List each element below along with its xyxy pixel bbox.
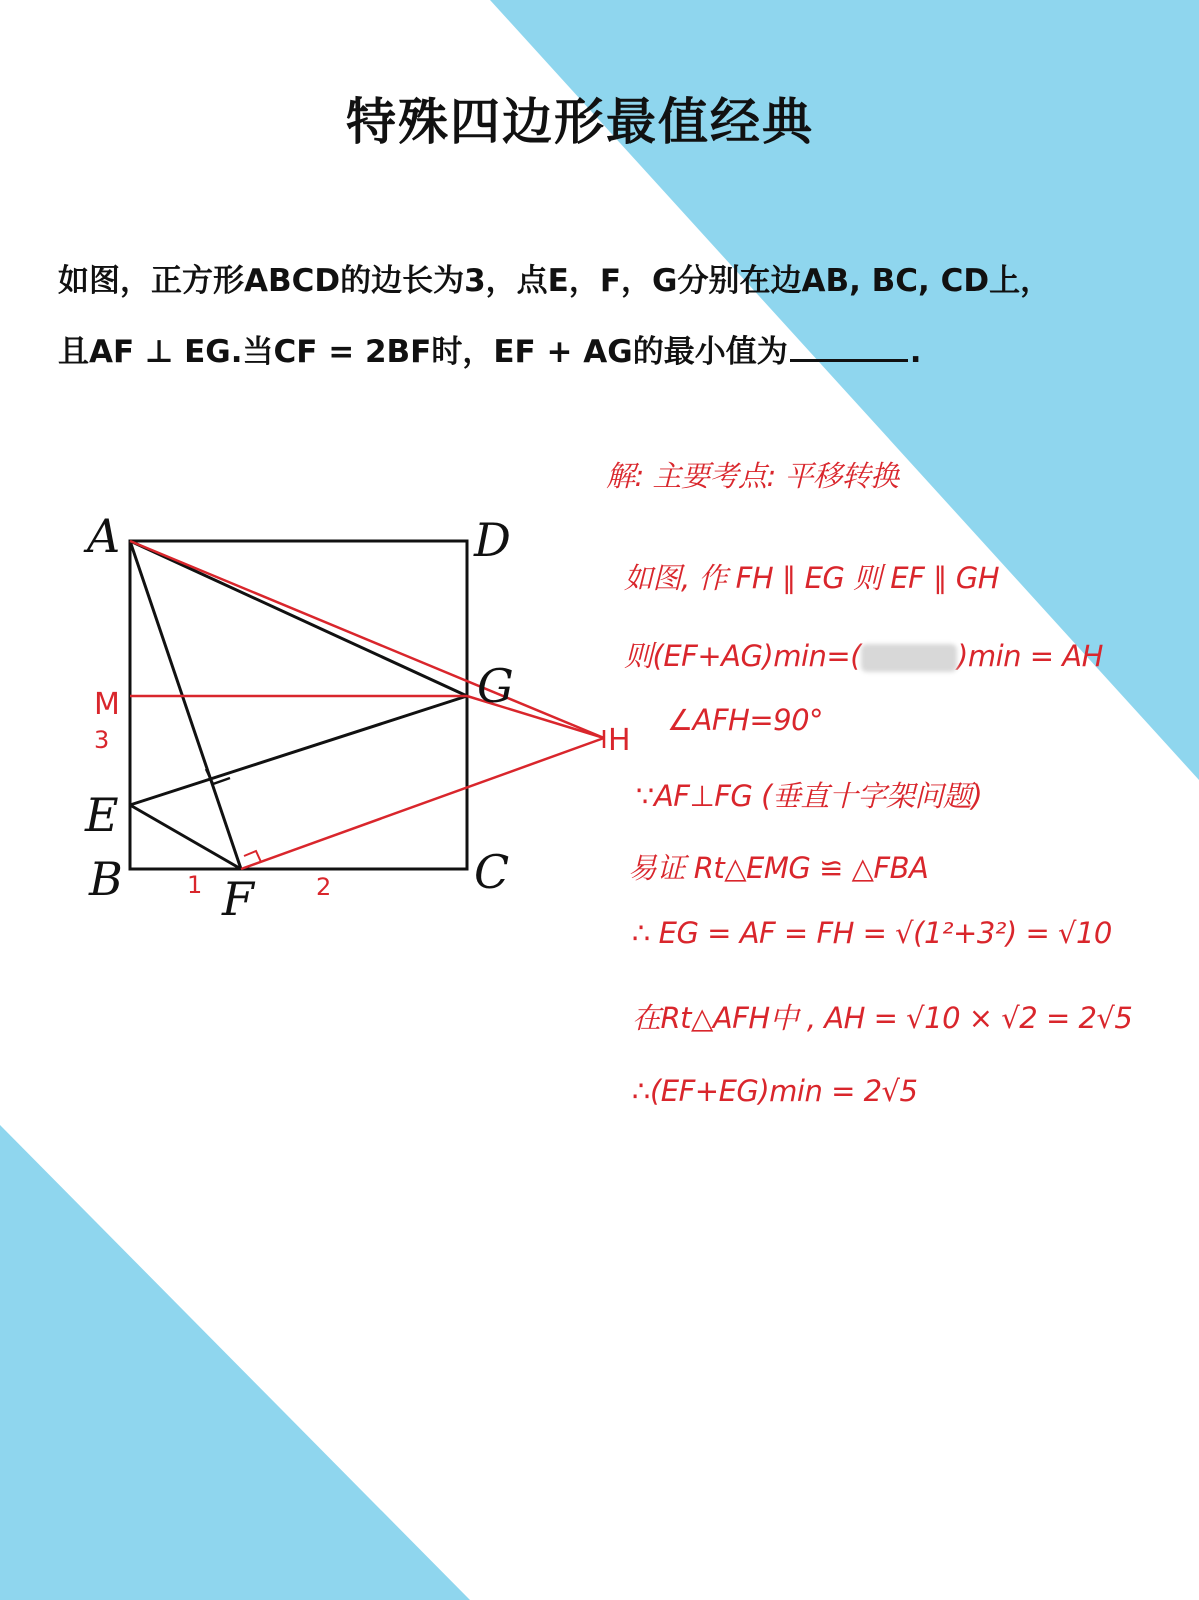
label-a: A bbox=[87, 509, 121, 563]
solution-line-3: ∠AFH=90° bbox=[667, 703, 824, 737]
segment-fh bbox=[241, 738, 604, 869]
problem-line-2-text: 且AF ⊥ EG.当CF = 2BF时，EF + AG的最小值为 bbox=[58, 334, 788, 370]
label-f: F bbox=[222, 872, 254, 926]
solution-line-6: ∴ EG = AF = FH = √(1²+3²) = √10 bbox=[632, 916, 1112, 950]
note-bm-3: 3 bbox=[94, 726, 110, 754]
segment-af bbox=[130, 541, 241, 869]
label-h: H bbox=[608, 723, 631, 758]
solution-line-7: 在Rt△AFH中 , AH = √10 × √2 = 2√5 bbox=[632, 1001, 1133, 1035]
solution-line-5: 易证 Rt△EMG ≌ △FBA bbox=[628, 851, 929, 885]
problem-line-1: 如图，正方形ABCD的边长为3，点E，F，G分别在边AB, BC, CD上， bbox=[58, 263, 1052, 299]
segment-ah bbox=[130, 541, 604, 738]
solution-line-1: 如图, 作 FH ∥ EG 则 EF ∥ GH bbox=[624, 561, 1000, 595]
solution-heading: 解: 主要考点: 平移转换 bbox=[606, 459, 899, 493]
square-abcd bbox=[130, 541, 467, 869]
label-b: B bbox=[89, 852, 123, 906]
blurred-region bbox=[861, 644, 957, 672]
label-g: G bbox=[477, 659, 514, 713]
right-angle-mark-red bbox=[244, 851, 261, 862]
segment-ag bbox=[130, 541, 467, 696]
label-c: C bbox=[474, 845, 510, 899]
solution-line-2-b: )min = AH bbox=[957, 639, 1103, 673]
label-m: M bbox=[94, 687, 120, 722]
label-d: D bbox=[474, 513, 511, 567]
note-fc-2: 2 bbox=[316, 873, 332, 901]
page-title: 特殊四边形最值经典 bbox=[346, 92, 814, 151]
problem-line-2-end: . bbox=[909, 334, 922, 370]
solution-line-2 bbox=[624, 634, 1103, 675]
segment-ef bbox=[130, 805, 241, 869]
segment-eg bbox=[130, 696, 467, 805]
solution-line-4: ∵AF⊥FG (垂直十字架问题) bbox=[636, 779, 983, 813]
solution-line-8: ∴(EF+EG)min = 2√5 bbox=[632, 1074, 918, 1108]
label-e: E bbox=[85, 788, 119, 842]
note-bf-1: 1 bbox=[187, 871, 203, 899]
solution-line-2-a: 则(EF+AG)min=( bbox=[624, 639, 862, 673]
